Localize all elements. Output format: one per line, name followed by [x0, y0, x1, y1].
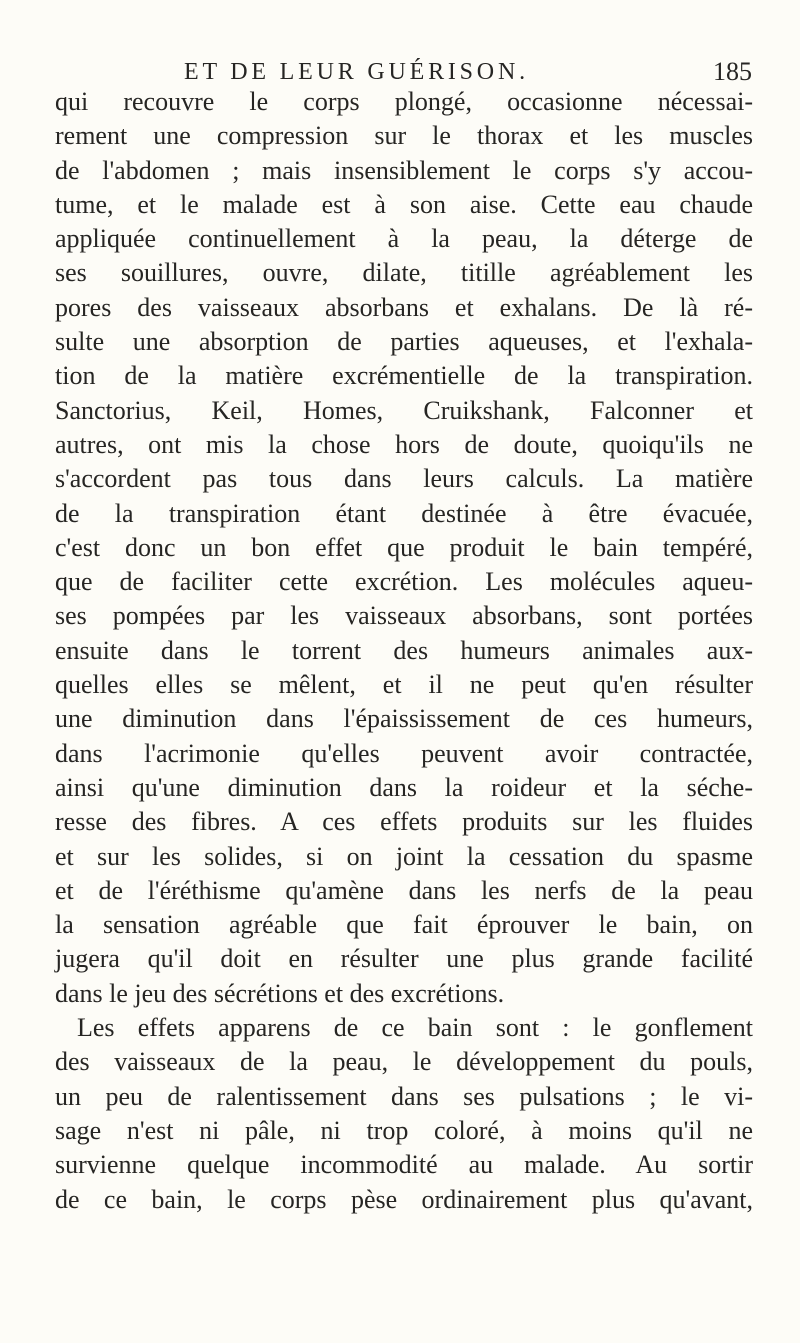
- text-line: resse des fibres. A ces effets produits sur les fluides: [55, 807, 753, 837]
- text-line: sage n'est ni pâle, ni trop coloré, à moins qu'il ne: [55, 1115, 753, 1145]
- paragraph: [55, 1011, 753, 1217]
- text-line: dans le jeu des sécrétions et des excrétions.: [55, 978, 505, 1008]
- text-line: c'est donc un bon effet que produit le bain tempéré,: [55, 532, 753, 562]
- text-line: une diminution dans l'épaississement de ces humeurs,: [55, 704, 753, 734]
- running-title: ET DE LEUR GUÉRISON.: [184, 59, 529, 85]
- text-line: survienne quelque incommodité au malade. Au sortir: [55, 1150, 753, 1180]
- text-line: tion de la matière excrémentielle de la transpiration.: [55, 361, 753, 391]
- text-line: et sur les solides, si on joint la cessation du spasme: [55, 841, 753, 871]
- text-line: que de faciliter cette excrétion. Les molécules aqueu-: [55, 567, 753, 597]
- text-line: ensuite dans le torrent des humeurs animales aux-: [55, 635, 753, 665]
- text-line: ses pompées par les vaisseaux absorbans, sont portées: [55, 601, 753, 631]
- page-number: 185: [713, 57, 752, 86]
- text-line: un peu de ralentissement dans ses pulsations ; le vi-: [55, 1081, 753, 1111]
- text-line: quelles elles se mêlent, et il ne peut qu'en résulter: [55, 670, 753, 700]
- text-line: tume, et le malade est à son aise. Cette eau chaude: [55, 189, 753, 219]
- text-line: la sensation agréable que fait éprouver le bain, on: [55, 910, 753, 940]
- text-line: ainsi qu'une diminution dans la roideur et la séche-: [55, 772, 753, 802]
- body-text: [55, 85, 753, 1217]
- text-line: de ce bain, le corps pèse ordinairement plus qu'avant,: [55, 1184, 753, 1214]
- text-line: pores des vaisseaux absorbans et exhalans. De là ré-: [55, 292, 753, 322]
- text-line: de l'abdomen ; mais insensiblement le corps s'y accou-: [55, 155, 753, 185]
- text-line: jugera qu'il doit en résulter une plus grande facilité: [55, 944, 753, 974]
- text-line: appliquée continuellement à la peau, la déterge de: [55, 224, 753, 254]
- text-line: et de l'éréthisme qu'amène dans les nerfs de la peau: [55, 875, 753, 905]
- text-line: sulte une absorption de parties aqueuses, et l'exhala-: [55, 327, 753, 357]
- text-line: ses souillures, ouvre, dilate, titille agréablement les: [55, 258, 753, 288]
- text-line: des vaisseaux de la peau, le développement du pouls,: [55, 1047, 753, 1077]
- text-line: autres, ont mis la chose hors de doute, quoiqu'ils ne: [55, 429, 753, 459]
- text-line: qui recouvre le corps plongé, occasionne nécessai-: [55, 87, 753, 116]
- text-line: rement une compression sur le thorax et les muscles: [55, 121, 753, 151]
- text-line: s'accordent pas tous dans leurs calculs. La matière: [55, 464, 753, 494]
- text-line: Sanctorius, Keil, Homes, Cruikshank, Falconner et: [55, 395, 753, 425]
- text-line: Les effets apparens de ce bain sont : le gonflement: [77, 1013, 753, 1043]
- paragraph: [55, 85, 753, 1011]
- text-line: dans l'acrimonie qu'elles peuvent avoir contractée,: [55, 738, 753, 768]
- running-head: [44, 56, 756, 88]
- text-line: de la transpiration étant destinée à être évacuée,: [55, 498, 753, 528]
